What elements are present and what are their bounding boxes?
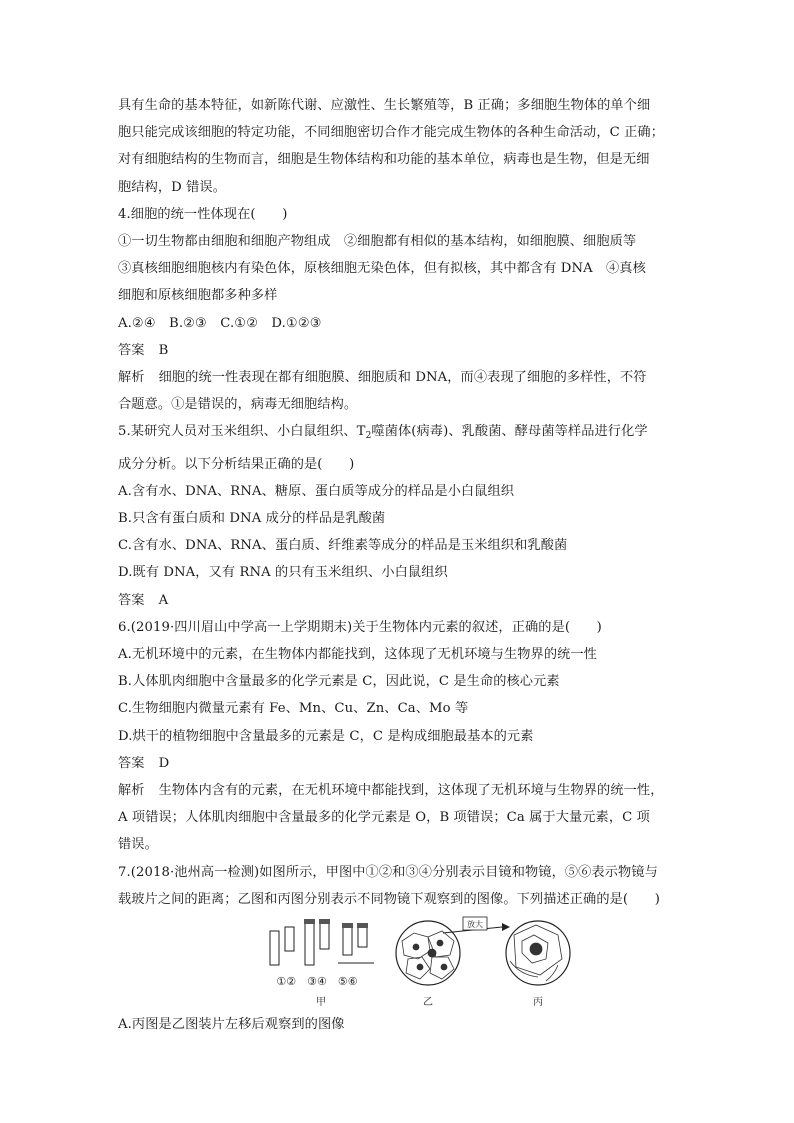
explanation-6-cont: 错误。: [118, 837, 158, 853]
answer-5: [118, 587, 680, 614]
label-jia: 甲: [316, 997, 326, 1009]
question-4-options: A.②④ B.②③ C.①② D.①②③: [118, 315, 322, 331]
question-4-statement: ①一切生物都由细胞和细胞产物组成 ②细胞都有相似的基本结构，如细胞膜、细胞质等: [118, 234, 637, 250]
arrow-label: 放大: [467, 920, 483, 930]
question-6-option-c: C.生物细胞内微量元素有 Fe、Mn、Cu、Zn、Ca、Mo 等: [118, 701, 469, 717]
explanation-text: 生物体内含有的元素，在无机环境中都能找到，这体现了无机环境与生物界的统一性，: [158, 783, 664, 799]
objective-distance-6: [358, 925, 367, 947]
label-yi: 乙: [423, 997, 433, 1009]
text-line: 胞只能完成该细胞的特定功能，不同细胞密切合作才能完成生物体的各种生命活动，C 正确；: [118, 125, 664, 141]
cells-yi: [402, 931, 454, 979]
answer-label: 答案: [118, 592, 145, 608]
objective-cap-4: [319, 919, 330, 924]
question-7-stem-cont: 载玻片之间的距离；乙图和丙图分别表示不同物镜下观察到的图像。下列描述正确的是( ): [118, 891, 660, 907]
answer-value: D: [158, 755, 170, 771]
question-5-stem: [118, 418, 680, 450]
question-4-statement: ③真核细胞细胞核内有染色体，原核细胞无染色体，但有拟核，其中都含有 DNA ④真核: [118, 261, 646, 277]
answer-label: 答案: [118, 755, 145, 771]
arrow-head: [502, 923, 510, 931]
question-6-option-a: A.无机环境中的元素，在生物体内都能找到，这体现了无机环境与生物界的统一性: [118, 647, 597, 663]
objective-lens-4: [320, 921, 329, 949]
question-4-stem: 4.细胞的统一性体现在( ): [118, 206, 288, 222]
question-6-stem: 6.(2019·四川眉山中学高一上学期期末)关于生物体内元素的叙述，正确的是( ): [118, 619, 602, 635]
subscript-2: 2: [365, 431, 372, 442]
answer-value: B: [158, 342, 169, 358]
explanation-4-cont: 合题意。①是错误的，病毒无细胞结构。: [118, 397, 358, 413]
answer-value: A: [158, 592, 169, 608]
question-5-option-b: B.只含有蛋白质和 DNA 成分的样品是乳酸菌: [118, 511, 386, 527]
objective-distance-5: [343, 925, 352, 955]
question-6-option-d: D.烘干的植物细胞中含量最多的元素是 C，C 是构成细胞最基本的元素: [118, 728, 534, 744]
explanation-label: 解析: [118, 370, 145, 386]
objective-cap-5: [342, 923, 353, 928]
explanation-6-cont: A 项错误；人体肌肉细胞中含量最多的化学元素是 O，B 项错误；Ca 属于大量元素，C 项: [118, 810, 650, 826]
question-5-stem-cont: 成分分析。以下分析结果正确的是( ): [118, 456, 355, 472]
question-5-option-c: C.含有水、DNA、RNA、蛋白质、纤维素等成分的样品是玉米组织和乳酸菌: [118, 538, 568, 554]
microscope-figure: [118, 913, 680, 1011]
answer-label: 答案: [118, 342, 145, 358]
label-bing: 丙: [533, 997, 543, 1009]
answer-4: [118, 337, 680, 364]
question-7-option-a: A.丙图是乙图装片左移后观察到的图像: [118, 1017, 345, 1033]
eyepiece-lens-1: [270, 931, 279, 965]
objective-lens-3: [305, 921, 314, 965]
answer-6: [118, 750, 680, 777]
question-6-option-b: B.人体肌肉细胞中含量最多的化学元素是 C，因此说，C 是生命的核心元素: [118, 674, 560, 690]
question-4-statement: 细胞和原核细胞都多种多样: [118, 288, 278, 304]
document-page: [118, 92, 680, 1038]
explanation-6: [118, 777, 680, 804]
explanation-4: [118, 364, 680, 391]
explanation-label: 解析: [118, 783, 145, 799]
text-line: 对有细胞结构的生物而言，细胞是生物体结构和功能的基本单位，病毒也是生物，但是无细: [118, 152, 650, 168]
question-5-option-a: A.含有水、DNA、RNA、糖原、蛋白质等成分的样品是小白鼠组织: [118, 483, 515, 499]
text-line: 胞结构，D 错误。: [118, 179, 226, 195]
microscope-diagram: [118, 913, 680, 1011]
lens-labels: ①② ③④ ⑤⑥: [276, 975, 358, 989]
explanation-text: 细胞的统一性表现在都有细胞膜、细胞质和 DNA，而④表现了细胞的多样性，不符: [158, 370, 647, 386]
objective-cap-3: [304, 919, 315, 924]
q5-text-post: 噬菌体(病毒)、乳酸菌、酵母菌等样品进行化学: [371, 424, 648, 440]
eyepiece-lens-2: [285, 927, 294, 951]
text-line: 具有生命的基本特征，如新陈代谢、应激性、生长繁殖等，B 正确；多细胞生物体的单个细: [118, 98, 651, 113]
question-5-option-d: D.既有 DNA，又有 RNA 的只有玉米组织、小白鼠组织: [118, 565, 448, 581]
q5-text-pre: 5.某研究人员对玉米组织、小白鼠组织、T: [118, 424, 366, 440]
cells-bing: [510, 925, 562, 981]
objective-cap-6: [357, 923, 368, 928]
question-7-stem: 7.(2018·池州高一检测)如图所示，甲图中①②和③④分别表示目镜和物镜，⑤⑥表示物镜与: [118, 864, 658, 880]
